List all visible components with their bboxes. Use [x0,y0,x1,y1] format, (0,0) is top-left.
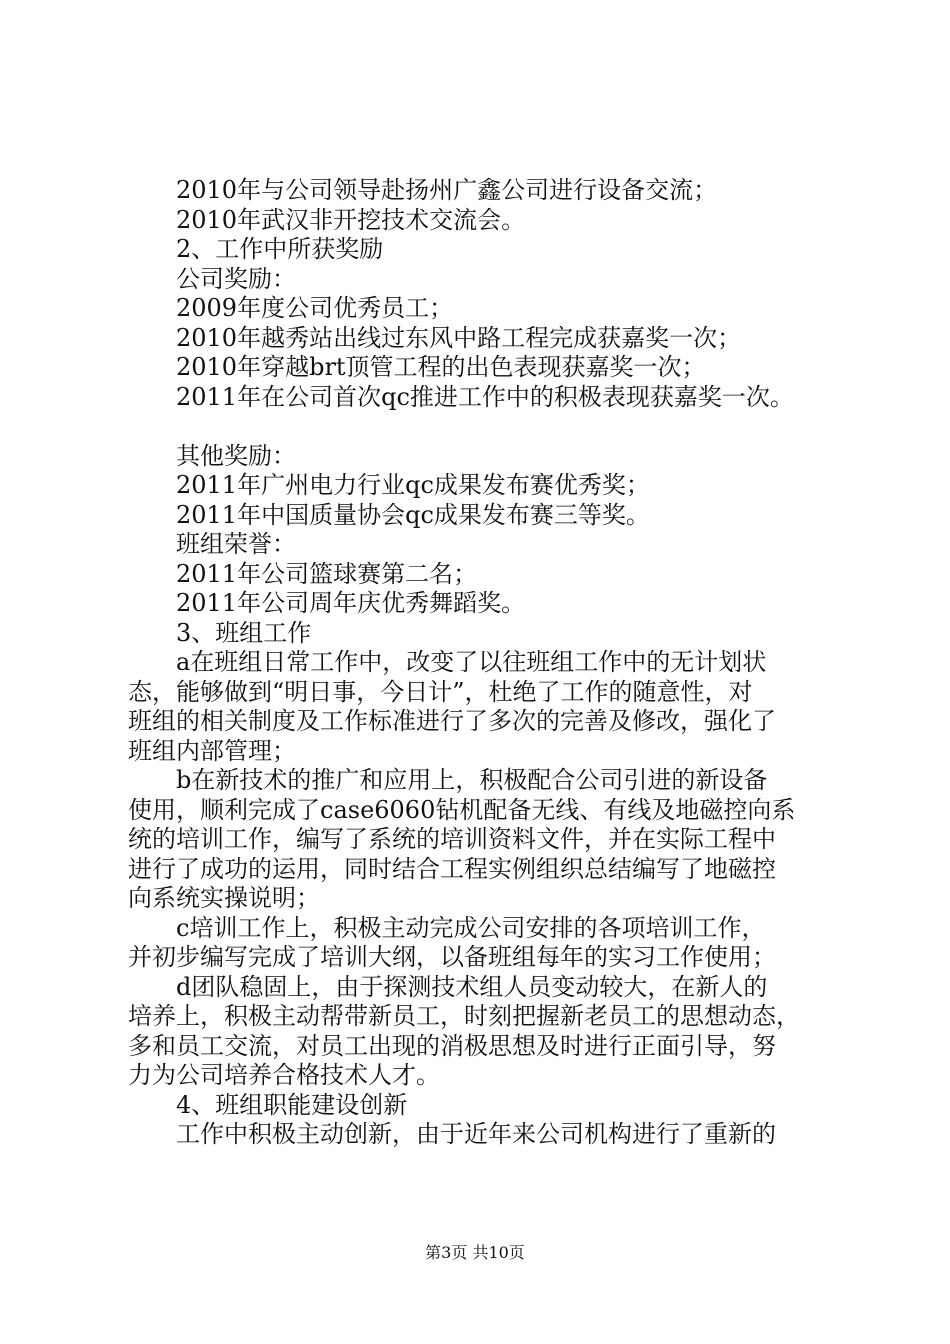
text-line: 班组的相关制度及工作标准进行了多次的完善及修改，强化了 [128,707,776,735]
text-line: 2011年中国质量协会qc成果发布赛三等奖。 [128,500,650,529]
text-line: 2011年公司篮球赛第二名； [128,559,478,588]
subheading: 班组荣誉： [128,530,296,558]
text-line: 力为公司培养合格技术人才。 [128,1061,440,1089]
text-line: 2010年武汉非开挖技术交流会。 [128,205,526,234]
text-line: 班组内部管理； [128,736,296,765]
text-line: a在班组日常工作中，改变了以往班组工作中的无计划状 [128,648,767,676]
text-line: 培养上，积极主动帮带新员工，时刻把握新老员工的思想动态， [128,1002,800,1030]
text-line: 2011年在公司首次qc推进工作中的积极表现获嘉奖一次。 [128,382,794,411]
text-line: 2011年公司周年庆优秀舞蹈奖。 [128,589,526,617]
text-line: 2011年广州电力行业qc成果发布赛优秀奖； [128,471,650,499]
subheading: 其他奖励： [128,441,296,470]
text-line: c培训工作上，积极主动完成公司安排的各项培训工作， [128,913,766,942]
blank-line [128,412,848,442]
text-line: 2010年越秀站出线过东风中路工程完成获嘉奖一次； [128,323,742,352]
text-line: 并初步编写完成了培训大纲，以备班组每年的实习工作使用； [128,943,776,971]
section-heading: 4、班组职能建设创新 [128,1090,408,1119]
text-line: 工作中积极主动创新，由于近年来公司机构进行了重新的 [128,1120,776,1148]
text-line: b在新技术的推广和应用上，积极配合公司引进的新设备 [128,766,768,794]
text-line: 多和员工交流，对员工出现的消极思想及时进行正面引导，努 [128,1031,776,1060]
text-line: d团队稳固上，由于探测技术组人员变动较大，在新人的 [128,972,768,1001]
text-line: 2010年穿越brt顶管工程的出色表现获嘉奖一次； [128,353,706,381]
subheading: 公司奖励： [128,264,296,293]
text-line: 向系统实操说明； [128,884,320,912]
section-heading: 2、工作中所获奖励 [128,235,384,263]
text-line: 态，能够做到“明日事，今日计”，杜绝了工作的随意性，对 [128,677,753,706]
text-line: 统的培训工作，编写了系统的培训资料文件，并在实际工程中 [128,825,776,853]
body-text [128,176,848,1150]
text-line: 2009年度公司优秀员工； [128,294,454,322]
section-heading: 3、班组工作 [128,618,312,647]
text-line: 进行了成功的运用，同时结合工程实例组织总结编写了地磁控 [128,854,776,883]
page-footer: 第3页 共10页 [425,1243,525,1262]
text-line: 使用，顺利完成了case6060钻机配备无线、有线及地磁控向系 [128,795,796,824]
text-line: 2010年与公司领导赴扬州广鑫公司进行设备交流； [128,176,718,204]
